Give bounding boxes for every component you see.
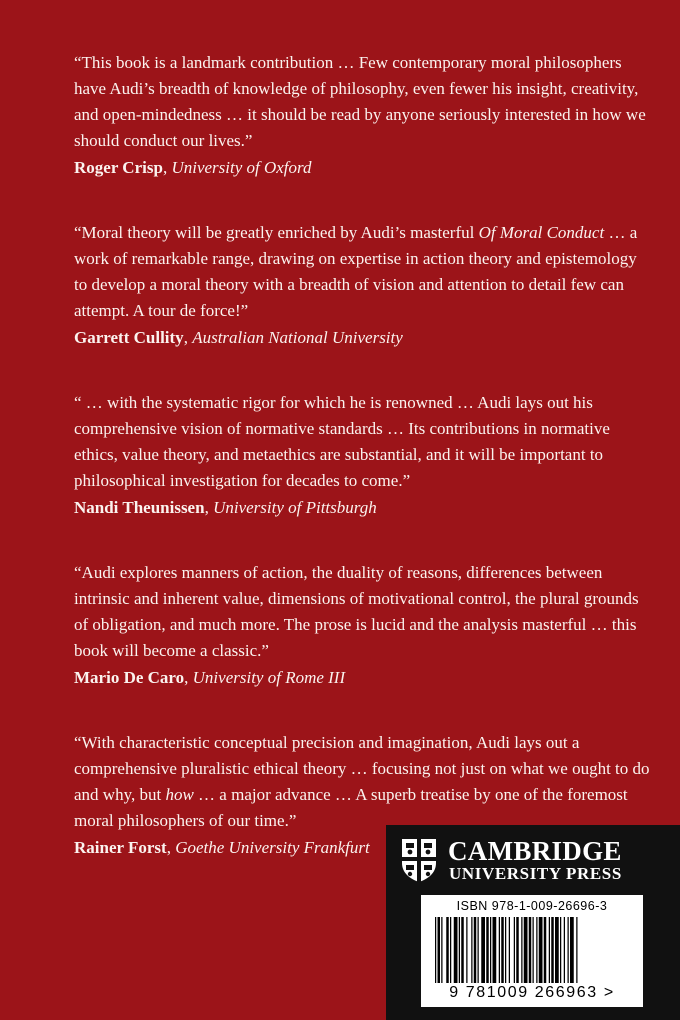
barcode-bar xyxy=(524,917,528,983)
barcode-bar xyxy=(539,917,543,983)
endorser-affiliation: Australian National University xyxy=(192,328,403,347)
barcode-bar xyxy=(435,917,436,983)
barcode-bar xyxy=(438,917,441,983)
barcode-bar xyxy=(501,917,504,983)
barcode-bar xyxy=(450,917,451,983)
blurb-2 xyxy=(74,220,654,351)
barcode-bar xyxy=(536,917,537,983)
emphasis-word: how xyxy=(165,785,194,804)
barcode-bar xyxy=(505,917,506,983)
barcode-bar xyxy=(549,917,550,983)
barcode xyxy=(421,895,643,1007)
barcode-bar xyxy=(474,917,477,983)
endorser-name: Garrett Cullity xyxy=(74,328,184,347)
blurb-attribution: Nandi Theunissen, University of Pittsburgh xyxy=(74,498,377,517)
barcode-bar xyxy=(493,917,497,983)
barcode-bar xyxy=(560,917,561,983)
barcode-bar xyxy=(570,917,574,983)
publisher-name: CAMBRIDGE xyxy=(448,836,622,866)
barcode-bar xyxy=(466,917,467,983)
barcode-bar xyxy=(499,917,500,983)
barcode-bar xyxy=(555,917,559,983)
endorser-name: Rainer Forst xyxy=(74,838,167,857)
publisher-subtitle: UNIVERSITY PRESS xyxy=(449,864,622,883)
barcode-bar xyxy=(529,917,532,983)
blurb-3 xyxy=(74,390,654,521)
blurb-4 xyxy=(74,560,654,691)
barcode-bar xyxy=(441,917,442,983)
barcode-bar xyxy=(551,917,554,983)
endorser-name: Roger Crisp xyxy=(74,158,163,177)
barcode-bar xyxy=(509,917,510,983)
endorser-name: Nandi Theunissen xyxy=(74,498,205,517)
barcode-bar xyxy=(514,917,515,983)
blurb-quote: “Audi explores manners of action, the duality of reasons, differences between intrinsic and inherent value, dimensions of motivational control, the plural grounds of obligation, and much more. The prose is lucid and the analysis masterful … this book will become a classic.” xyxy=(74,563,639,660)
blurb-quote: “This book is a landmark contribution … Few contemporary moral philosophers have Audi’s breadth of knowledge of philosophy, even fewer his insight, creativity, and open-mindedness … it should be read by anyone seriously interested in how we should conduct our lives.” xyxy=(74,53,646,150)
barcode-bar xyxy=(533,917,534,983)
barcode-bar xyxy=(478,917,479,983)
barcode-bar xyxy=(516,917,519,983)
barcode-bar xyxy=(459,917,460,983)
barcode-bar xyxy=(490,917,491,983)
blurb-quote: “With characteristic conceptual precision and imagination, Audi lays out a comprehensive pluralistic ethical theory … focusing not just on what we ought to do and why, but how … a major advance … A superb treatise by one of the foremost moral philosophers of our time.” xyxy=(74,733,650,830)
barcode-digits: 9 781009 266963 > xyxy=(449,984,615,1001)
endorser-name: Mario De Caro xyxy=(74,668,185,687)
endorser-affiliation: Goethe University Frankfurt xyxy=(175,838,370,857)
barcode-bar xyxy=(521,917,522,983)
endorser-affiliation: University of Oxford xyxy=(171,158,312,177)
endorser-affiliation: University of Rome III xyxy=(192,668,346,687)
barcode-bar xyxy=(481,917,485,983)
blurb-quote: “ … with the systematic rigor for which he is renowned … Audi lays out his comprehensive vision of normative standards … Its contributions in normative ethics, value theory, and metaethics are substantial, and it will be important to philosophical investigation for decades to come.” xyxy=(74,393,610,490)
barcode-bar xyxy=(486,917,489,983)
blurb-attribution: Rainer Forst, Goethe University Frankfurt xyxy=(74,838,370,857)
isbn-label: ISBN 978-1-009-26696-3 xyxy=(456,899,608,913)
blurb-attribution: Mario De Caro, University of Rome III xyxy=(74,668,346,687)
blurb-attribution: Garrett Cullity, Australian National University xyxy=(74,328,403,347)
university-shield-icon xyxy=(400,837,438,883)
publisher-logo xyxy=(400,835,670,885)
blurb-quote: “Moral theory will be greatly enriched by Audi’s masterful Of Moral Conduct … a work of remarkable range, drawing on expertise in action theory and epistemology to develop a moral theory with a breadth of vision and attention to detail few can attempt. A tour de force!” xyxy=(74,223,638,320)
barcode-bar xyxy=(446,917,449,983)
endorser-affiliation: University of Pittsburgh xyxy=(213,498,377,517)
book-title: Of Moral Conduct xyxy=(478,223,605,242)
endorsements xyxy=(74,50,654,900)
barcode-bar xyxy=(576,917,577,983)
barcode-bar xyxy=(454,917,458,983)
barcode-bars xyxy=(435,917,629,983)
publisher-footer xyxy=(386,825,680,1020)
blurb-1 xyxy=(74,50,654,181)
barcode-bar xyxy=(544,917,547,983)
barcode-bar xyxy=(568,917,569,983)
barcode-bar xyxy=(461,917,464,983)
barcode-bar xyxy=(564,917,565,983)
barcode-bar xyxy=(471,917,472,983)
blurb-attribution: Roger Crisp, University of Oxford xyxy=(74,158,312,177)
